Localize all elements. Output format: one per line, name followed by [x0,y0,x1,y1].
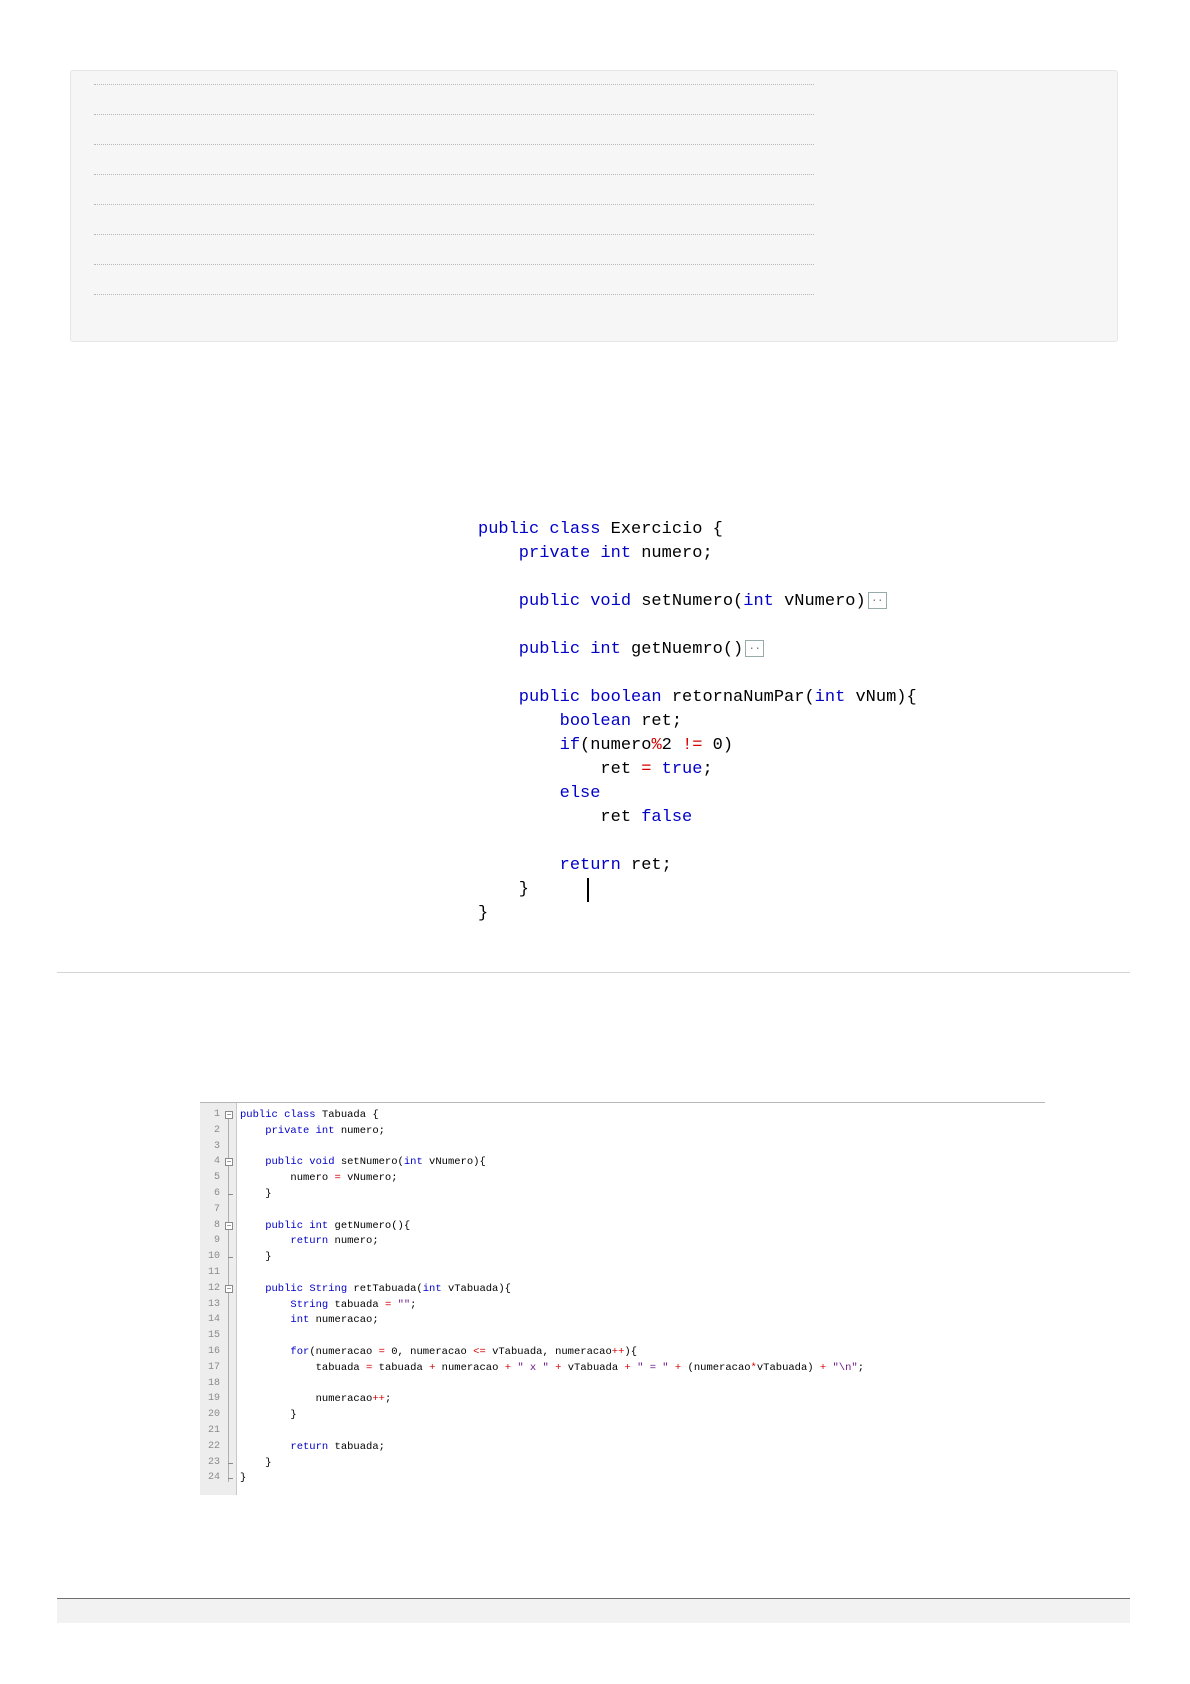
line-number: 14 [207,1314,220,1326]
code-text: } [240,1456,272,1469]
code-line [240,1423,246,1439]
code-keyword: return [240,1440,335,1453]
code-text: vNumero; [340,1172,398,1185]
code-line [240,1391,391,1407]
dotted-rule [94,264,814,265]
dotted-rule [94,294,814,295]
code-operator: = [334,1172,341,1185]
code-line [240,1328,246,1344]
code-operator: + [555,1361,562,1374]
code-operator: = [641,760,652,779]
code-keyword: public class [478,520,611,539]
code-keyword: if [478,736,581,755]
code-line [240,1170,398,1186]
line-number: 24 [207,1472,220,1484]
line-number: 20 [207,1409,220,1421]
code-keyword: for [240,1346,310,1358]
code-line [240,1139,246,1155]
code-text: ret; [631,856,672,875]
code-line [240,1154,486,1170]
code-keyword: public int [240,1219,335,1232]
code-keyword: public class [240,1109,322,1121]
line-number: 11 [207,1267,220,1278]
line-number: 18 [207,1377,220,1389]
code-keyword: int [743,592,774,611]
code-text: ; [384,1393,392,1406]
code-text: numero [240,1172,335,1185]
code-operator: + [429,1361,436,1374]
code-operator: + [674,1361,682,1374]
code-line [478,686,998,710]
fold-toggle-icon[interactable]: − [226,1283,232,1293]
code-text: ; [410,1298,417,1311]
top-content-box [70,70,1118,342]
code-line [240,1281,511,1297]
fold-end-marker [228,1463,233,1464]
code-keyword: String [309,1282,354,1295]
code-text: ret [478,760,642,779]
line-number: 19 [207,1393,220,1405]
code-text: Exercicio { [610,520,723,539]
exercicio-code-snippet [478,518,998,926]
code-operator: != [682,736,703,755]
code-operator: = [366,1361,373,1374]
code-string: "\n" [832,1361,858,1374]
fold-end-marker [228,1478,233,1479]
line-number: 2 [213,1124,220,1136]
line-number: 12 [207,1282,220,1294]
code-keyword: public void [478,592,642,611]
code-text: } [240,1472,247,1485]
line-number-gutter [200,1103,237,1495]
code-text: tabuada; [334,1440,385,1453]
code-text: vTabuada, numeracao [485,1346,612,1358]
fold-toggle-icon[interactable]: − [226,1110,232,1119]
code-line [240,1186,272,1202]
code-text: tabuada [372,1361,430,1374]
code-text: vNumero){ [422,1156,486,1169]
code-text: tabuada [334,1298,385,1311]
code-string: " = " [637,1361,669,1374]
line-number: 16 [207,1346,220,1357]
code-text: (numero [580,736,652,755]
collapsed-fold-marker[interactable]: .. [745,640,764,657]
code-text: vTabuada [561,1361,625,1374]
code-operator: * [750,1361,757,1374]
code-line [240,1470,246,1486]
line-number: 1 [213,1109,220,1120]
line-number: 9 [213,1235,220,1247]
code-line [478,854,998,878]
code-line [240,1202,246,1218]
code-line [240,1360,864,1376]
code-line [478,734,998,758]
section-divider [57,972,1130,973]
code-line [478,830,998,854]
code-keyword: boolean [478,712,642,731]
dotted-rule [94,234,814,235]
code-keyword: private int [240,1124,341,1137]
code-keyword: int [403,1156,423,1169]
line-number: 4 [213,1156,220,1168]
code-text: } [240,1188,272,1200]
code-keyword: false [641,808,693,827]
code-text: vNum){ [845,688,917,707]
code-line [478,758,998,782]
code-operator: + [819,1361,827,1374]
code-text: retTabuada( [353,1282,423,1295]
text-cursor [587,878,589,902]
code-line [240,1439,385,1455]
code-operator: % [651,736,662,755]
code-keyword: int [814,688,846,707]
line-number: 6 [213,1188,220,1199]
code-keyword: private int [478,544,642,563]
code-line [240,1344,637,1360]
fold-end-marker [228,1194,233,1195]
collapsed-fold-marker[interactable]: .. [868,592,887,609]
code-text: 0) [702,736,734,755]
dotted-rule [94,84,814,85]
code-text: } [240,1251,272,1264]
code-line [478,590,998,614]
code-keyword: return [478,856,632,875]
code-text: Tabuada { [321,1109,379,1121]
code-text: vTabuada) [756,1361,820,1374]
code-text: numeracao [240,1393,373,1406]
code-line [478,662,998,686]
line-number: 22 [207,1440,220,1452]
code-line [240,1265,246,1281]
code-operator: = [378,1346,385,1358]
line-number: 3 [213,1140,220,1152]
code-text: numeracao [435,1361,505,1374]
code-line [240,1407,297,1423]
code-keyword: int [422,1282,442,1295]
code-line [478,782,998,806]
code-line [240,1376,246,1392]
code-keyword: int [240,1314,316,1327]
line-number: 13 [207,1298,220,1310]
line-number: 17 [207,1361,220,1373]
line-number: 5 [213,1172,220,1184]
code-text: getNuemro() [631,640,744,659]
line-number: 15 [207,1330,220,1342]
code-keyword: else [478,784,601,803]
code-text: numeracao; [315,1314,379,1327]
fold-toggle-icon[interactable]: − [226,1220,232,1230]
code-text: tabuada [240,1361,367,1374]
code-line [240,1249,272,1265]
code-line [478,566,998,590]
code-line [478,902,998,926]
fold-guide-line [228,1119,229,1482]
line-number: 7 [213,1203,220,1215]
code-line [240,1107,379,1123]
code-text [651,760,661,779]
code-keyword: true [661,760,703,779]
code-line [478,806,998,830]
line-number: 21 [207,1425,220,1436]
code-text: } [478,880,530,899]
line-number: 23 [207,1456,220,1468]
code-text: } [478,904,489,923]
code-text: getNumero(){ [334,1219,411,1232]
code-line [478,518,998,542]
code-text: retornaNumPar( [671,688,815,707]
dotted-rule [94,114,814,115]
code-line [240,1297,416,1313]
code-string: "" [397,1298,411,1311]
code-keyword: public boolean [478,688,672,707]
code-text: (numeracao [309,1346,379,1358]
code-line [240,1218,410,1234]
code-text: ; [857,1361,865,1374]
code-text: 0, numeracao [384,1346,474,1358]
code-string: " x " [517,1361,549,1374]
code-operator: + [624,1361,631,1374]
code-text: numero; [340,1124,385,1137]
code-operator: <= [473,1346,486,1358]
code-line [478,614,998,638]
code-line [240,1233,379,1249]
code-text: ){ [624,1346,638,1358]
code-text: setNumero( [340,1156,404,1169]
code-line [478,710,998,734]
code-text: vTabuada){ [441,1282,511,1295]
code-text: 2 [661,736,683,755]
code-operator: ++ [372,1393,385,1406]
code-keyword: return [240,1235,335,1248]
code-keyword: String [240,1298,335,1311]
code-line [478,542,998,566]
code-text: (numeracao [681,1361,751,1374]
code-text: ret [478,808,642,827]
tabuada-code-editor [200,1102,1045,1495]
dotted-rule [94,204,814,205]
code-text: vNumero) [773,592,866,611]
code-operator: ++ [611,1346,625,1358]
dotted-rule [94,174,814,175]
code-text: } [240,1409,297,1422]
code-keyword: public int [478,640,632,659]
code-operator: + [504,1361,511,1374]
code-text: numero; [641,544,713,563]
fold-toggle-icon[interactable]: − [226,1157,232,1167]
code-operator: = [384,1298,392,1311]
dotted-rule [94,144,814,145]
code-text: ; [702,760,713,779]
line-number: 8 [213,1219,220,1231]
bottom-divider [57,1598,1130,1623]
code-line [240,1455,272,1471]
code-line [478,878,998,902]
code-line [478,638,998,662]
code-line [240,1123,385,1139]
code-text: numero; [334,1235,379,1248]
code-keyword: public void [240,1156,341,1169]
code-line [240,1312,379,1328]
line-number: 10 [207,1251,220,1263]
code-text: setNumero( [641,592,744,611]
code-keyword: public [240,1282,310,1295]
fold-end-marker [228,1257,233,1258]
code-text: ret; [641,712,683,731]
